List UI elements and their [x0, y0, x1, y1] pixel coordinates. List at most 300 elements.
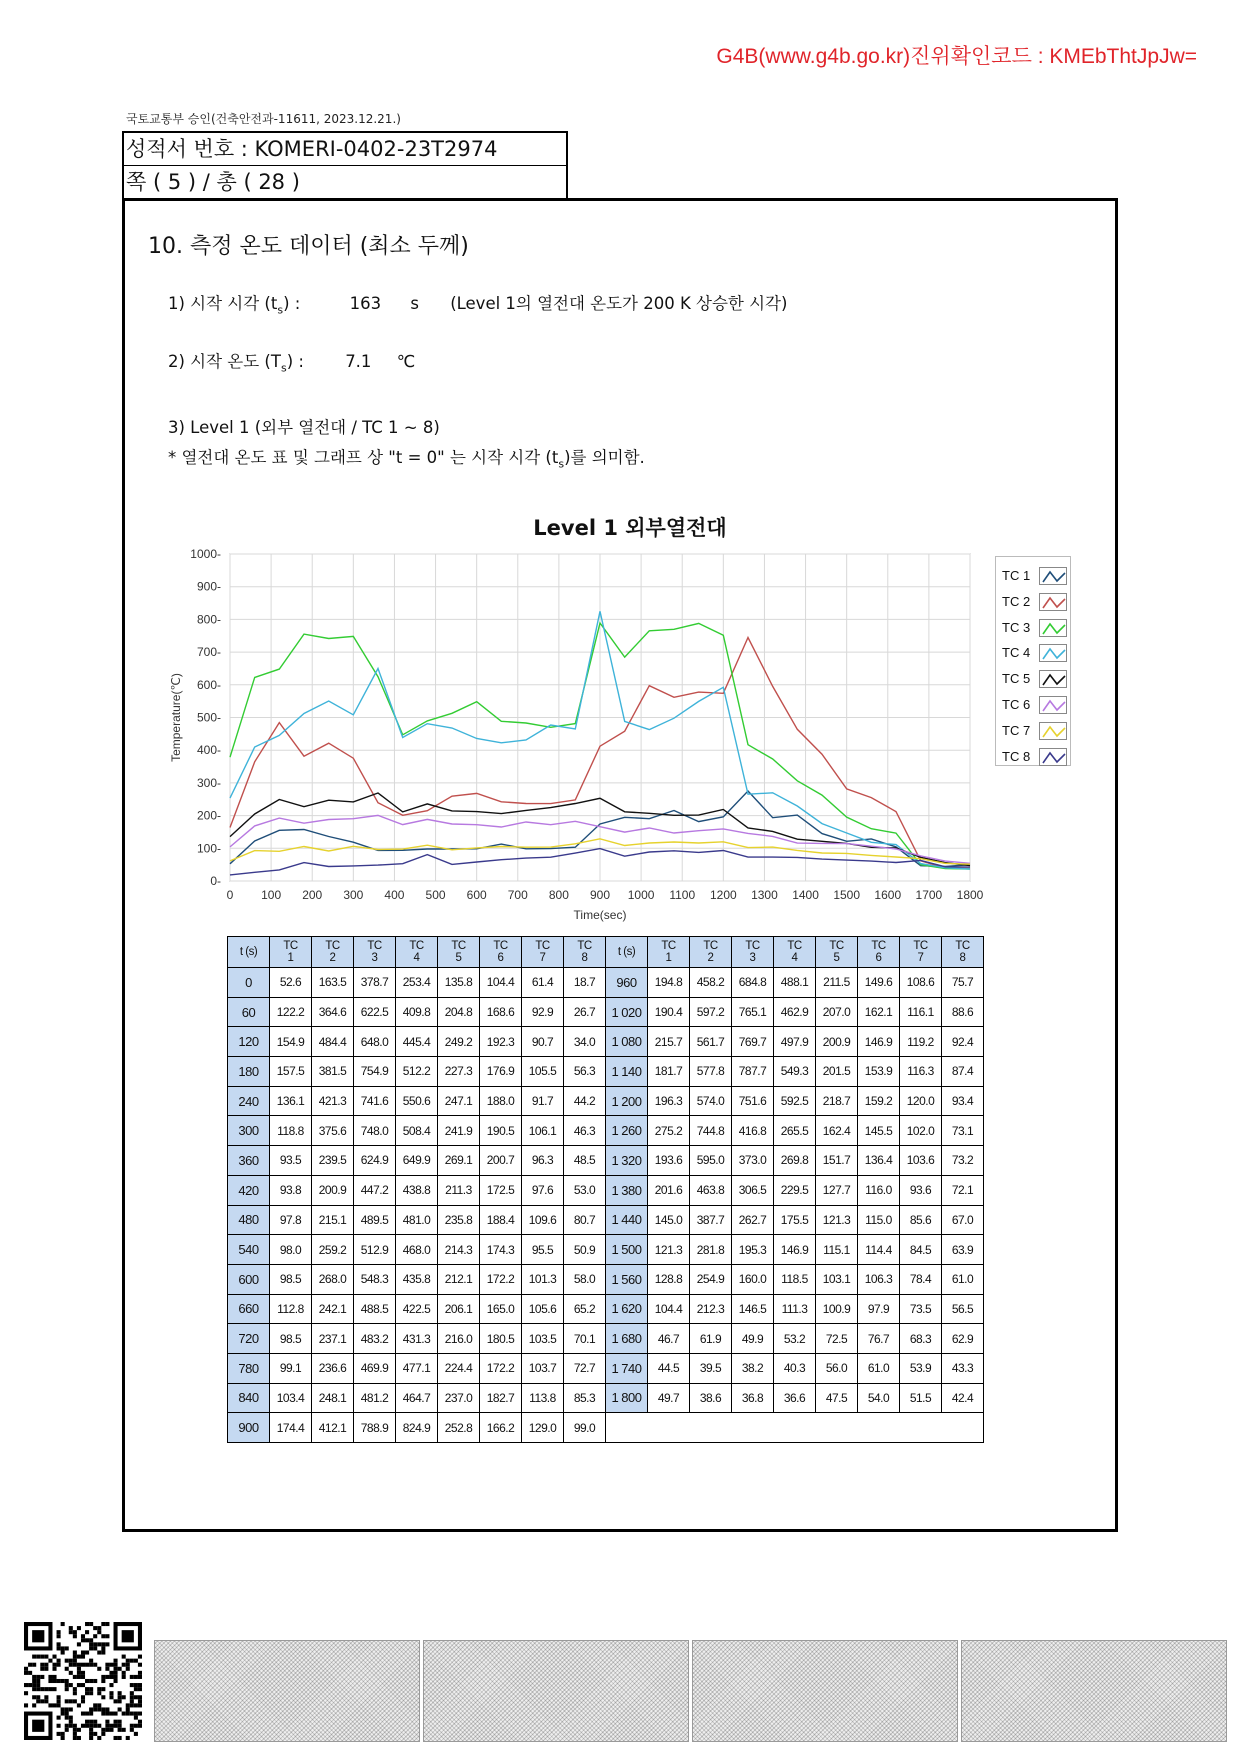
- value-cell: 215.7: [648, 1027, 690, 1057]
- table-header-cell: TC 2: [690, 937, 732, 968]
- value-cell: 787.7: [732, 1057, 774, 1087]
- qr-module: [134, 1683, 138, 1687]
- x-tick-label: 1400: [792, 888, 819, 902]
- qr-module: [122, 1728, 126, 1732]
- legend-label: TC 5: [1002, 671, 1031, 687]
- table-row: [228, 1413, 984, 1443]
- qr-module: [57, 1659, 61, 1663]
- qr-module: [138, 1675, 142, 1679]
- qr-module: [93, 1634, 97, 1638]
- qr-module: [69, 1724, 73, 1728]
- value-cell: 106.3: [858, 1264, 900, 1294]
- qr-module: [85, 1691, 89, 1695]
- qr-module: [109, 1712, 113, 1716]
- table-header-cell: t (s): [228, 937, 270, 968]
- page-indicator: 쪽 ( 5 ) / 총 ( 28 ): [126, 170, 300, 194]
- value-cell: 306.5: [732, 1175, 774, 1205]
- qr-module: [130, 1683, 134, 1687]
- time-cell: 780: [228, 1353, 270, 1383]
- value-cell: 181.7: [648, 1057, 690, 1087]
- qr-module: [81, 1675, 85, 1679]
- qr-module: [114, 1675, 118, 1679]
- qr-module: [57, 1634, 61, 1638]
- value-cell: 215.1: [312, 1205, 354, 1235]
- table-header-cell: TC 5: [438, 937, 480, 968]
- value-cell: 72.1: [942, 1175, 984, 1205]
- y-tick-label: 200-: [196, 808, 221, 823]
- value-cell: 483.2: [354, 1324, 396, 1354]
- qr-module: [118, 1695, 122, 1699]
- value-cell: 463.8: [690, 1175, 732, 1205]
- qr-module: [134, 1659, 138, 1663]
- x-tick-label: 1800: [956, 888, 984, 902]
- value-cell: 112.8: [270, 1294, 312, 1324]
- note-sub: s: [558, 457, 565, 471]
- value-cell: 252.8: [438, 1413, 480, 1443]
- value-cell: 53.9: [900, 1353, 942, 1383]
- value-cell: 98.5: [270, 1264, 312, 1294]
- value-cell: 190.4: [648, 997, 690, 1027]
- approval-note: 국토교통부 승인(건축안전과-11611, 2023.12.21.): [126, 112, 401, 126]
- value-cell: 129.0: [522, 1413, 564, 1443]
- qr-module: [69, 1659, 73, 1663]
- value-cell: 146.5: [732, 1294, 774, 1324]
- qr-module: [57, 1695, 61, 1699]
- qr-module: [101, 1634, 105, 1638]
- chart-legend: [995, 556, 1071, 766]
- x-tick-label: 1300: [751, 888, 778, 902]
- qr-module: [118, 1720, 122, 1724]
- value-cell: 253.4: [396, 968, 438, 998]
- qr-module: [138, 1683, 142, 1687]
- qr-module: [101, 1695, 105, 1699]
- value-cell: 97.6: [522, 1175, 564, 1205]
- qr-module: [118, 1724, 122, 1728]
- legend-label: TC 4: [1002, 645, 1031, 661]
- value-cell: 229.5: [774, 1175, 816, 1205]
- value-cell: 237.1: [312, 1324, 354, 1354]
- x-tick-label: 100: [261, 888, 282, 902]
- value-cell: 577.8: [690, 1057, 732, 1087]
- note-text-b: )를 의미함.: [564, 448, 645, 467]
- value-cell: 481.0: [396, 1205, 438, 1235]
- qr-module: [97, 1703, 101, 1707]
- qr-module: [73, 1699, 77, 1703]
- qr-module: [101, 1728, 105, 1732]
- qr-module: [138, 1699, 142, 1703]
- qr-module: [81, 1671, 85, 1675]
- legend-item: [1002, 591, 1070, 613]
- table-header-cell: TC 1: [648, 937, 690, 968]
- value-cell: 53.2: [774, 1324, 816, 1354]
- qr-module: [36, 1675, 40, 1679]
- time-cell: 420: [228, 1175, 270, 1205]
- value-cell: 458.2: [690, 968, 732, 998]
- value-cell: 175.5: [774, 1205, 816, 1235]
- value-cell: 481.2: [354, 1383, 396, 1413]
- table-header-cell: TC 1: [270, 937, 312, 968]
- value-cell: 36.6: [774, 1383, 816, 1413]
- qr-module: [61, 1707, 65, 1711]
- table-header-cell: TC 6: [480, 937, 522, 968]
- value-cell: 190.5: [480, 1116, 522, 1146]
- value-cell: 97.8: [270, 1205, 312, 1235]
- value-cell: 212.3: [690, 1294, 732, 1324]
- security-pattern: [423, 1640, 689, 1742]
- value-cell: 98.5: [270, 1324, 312, 1354]
- qr-module: [105, 1720, 109, 1724]
- value-cell: 188.4: [480, 1205, 522, 1235]
- qr-module: [44, 1655, 48, 1659]
- legend-swatch: [1039, 670, 1067, 688]
- start-temp-line: [168, 348, 415, 374]
- report-header: [122, 131, 568, 199]
- value-cell: 235.8: [438, 1205, 480, 1235]
- table-header-cell: TC 7: [522, 937, 564, 968]
- value-cell: 364.6: [312, 997, 354, 1027]
- qr-module: [52, 1703, 56, 1707]
- value-cell: 96.3: [522, 1146, 564, 1176]
- value-cell: 561.7: [690, 1027, 732, 1057]
- value-cell: 38.6: [690, 1383, 732, 1413]
- value-cell: 106.1: [522, 1116, 564, 1146]
- value-cell: 445.4: [396, 1027, 438, 1057]
- value-cell: 373.0: [732, 1146, 774, 1176]
- qr-module: [65, 1724, 69, 1728]
- start-time-sub: s: [277, 303, 284, 317]
- legend-item: [1002, 617, 1070, 639]
- qr-module: [52, 1667, 56, 1671]
- time-cell: 540: [228, 1235, 270, 1265]
- value-cell: 595.0: [690, 1146, 732, 1176]
- value-cell: 127.7: [816, 1175, 858, 1205]
- value-cell: 242.1: [312, 1294, 354, 1324]
- value-cell: 438.8: [396, 1175, 438, 1205]
- value-cell: 62.9: [942, 1324, 984, 1354]
- time-cell: 0: [228, 968, 270, 998]
- security-pattern: [692, 1640, 958, 1742]
- legend-swatch: [1039, 696, 1067, 714]
- value-cell: 84.5: [900, 1235, 942, 1265]
- value-cell: 247.1: [438, 1086, 480, 1116]
- qr-module: [81, 1683, 85, 1687]
- value-cell: 160.0: [732, 1264, 774, 1294]
- qr-code: [24, 1622, 142, 1740]
- value-cell: 75.7: [942, 968, 984, 998]
- value-cell: 61.0: [858, 1353, 900, 1383]
- value-cell: 18.7: [564, 968, 606, 998]
- qr-module: [134, 1712, 138, 1716]
- qr-module: [118, 1736, 122, 1740]
- value-cell: 172.2: [480, 1353, 522, 1383]
- value-cell: 36.8: [732, 1383, 774, 1413]
- value-cell: 119.2: [900, 1027, 942, 1057]
- qr-module: [85, 1712, 89, 1716]
- qr-module: [57, 1630, 61, 1634]
- qr-module: [105, 1642, 109, 1646]
- time-cell: 660: [228, 1294, 270, 1324]
- qr-module: [32, 1663, 36, 1667]
- qr-module: [36, 1655, 40, 1659]
- qr-module: [89, 1687, 93, 1691]
- qr-module: [77, 1642, 81, 1646]
- value-cell: 548.3: [354, 1264, 396, 1294]
- value-cell: 105.6: [522, 1294, 564, 1324]
- value-cell: 39.5: [690, 1353, 732, 1383]
- value-cell: 684.8: [732, 968, 774, 998]
- value-cell: 61.4: [522, 968, 564, 998]
- value-cell: 154.9: [270, 1027, 312, 1057]
- table-row: [228, 1264, 984, 1294]
- value-cell: 375.6: [312, 1116, 354, 1146]
- value-cell: 54.0: [858, 1383, 900, 1413]
- time-cell: 180: [228, 1057, 270, 1087]
- value-cell: 574.0: [690, 1086, 732, 1116]
- table-header-cell: TC 4: [774, 937, 816, 968]
- value-cell: 128.8: [648, 1264, 690, 1294]
- qr-module: [69, 1716, 73, 1720]
- value-cell: 188.0: [480, 1086, 522, 1116]
- qr-module: [77, 1703, 81, 1707]
- value-cell: 48.5: [564, 1146, 606, 1176]
- legend-label: TC 6: [1002, 697, 1031, 712]
- qr-module: [32, 1679, 36, 1683]
- qr-module: [101, 1675, 105, 1679]
- report-number: 성적서 번호 : KOMERI-0402-23T2974: [124, 133, 566, 166]
- qr-module: [52, 1679, 56, 1683]
- x-tick-label: 0: [226, 888, 234, 902]
- qr-module: [130, 1712, 134, 1716]
- table-header-cell: TC 6: [858, 937, 900, 968]
- value-cell: 103.4: [270, 1383, 312, 1413]
- qr-module: [77, 1671, 81, 1675]
- qr-module: [61, 1736, 65, 1740]
- qr-module: [126, 1712, 130, 1716]
- value-cell: 42.4: [942, 1383, 984, 1413]
- value-cell: 51.5: [900, 1383, 942, 1413]
- legend-item: [1002, 720, 1070, 742]
- legend-swatch: [1039, 619, 1067, 637]
- qr-module: [73, 1687, 77, 1691]
- time-cell: 1 140: [606, 1057, 648, 1087]
- legend-item: [1002, 668, 1070, 690]
- value-cell: 99.1: [270, 1353, 312, 1383]
- qr-module: [73, 1663, 77, 1667]
- value-cell: 163.5: [312, 968, 354, 998]
- qr-module: [69, 1683, 73, 1687]
- value-cell: 477.1: [396, 1353, 438, 1383]
- qr-module: [57, 1642, 61, 1646]
- qr-module: [89, 1622, 93, 1626]
- qr-module: [36, 1695, 40, 1699]
- time-cell: 1 800: [606, 1383, 648, 1413]
- qr-module: [77, 1655, 81, 1659]
- legend-label: TC 3: [1002, 619, 1031, 635]
- qr-module: [97, 1736, 101, 1740]
- qr-module: [57, 1663, 61, 1667]
- value-cell: 80.7: [564, 1205, 606, 1235]
- time-cell: 1 080: [606, 1027, 648, 1057]
- value-cell: 122.2: [270, 997, 312, 1027]
- value-cell: 108.6: [900, 968, 942, 998]
- value-cell: 744.8: [690, 1116, 732, 1146]
- value-cell: 387.7: [690, 1205, 732, 1235]
- value-cell: 484.4: [312, 1027, 354, 1057]
- qr-module: [97, 1691, 101, 1695]
- value-cell: 172.2: [480, 1264, 522, 1294]
- qr-module: [57, 1716, 61, 1720]
- time-cell: 1 380: [606, 1175, 648, 1205]
- value-cell: 166.2: [480, 1413, 522, 1443]
- table-header-cell: TC 8: [564, 937, 606, 968]
- value-cell: 68.3: [900, 1324, 942, 1354]
- qr-module: [93, 1663, 97, 1667]
- qr-module: [36, 1679, 40, 1683]
- qr-module: [93, 1626, 97, 1630]
- qr-module: [40, 1687, 44, 1691]
- value-cell: 56.3: [564, 1057, 606, 1087]
- qr-module: [105, 1675, 109, 1679]
- value-cell: 462.9: [774, 997, 816, 1027]
- qr-module: [89, 1646, 93, 1650]
- value-cell: 87.4: [942, 1057, 984, 1087]
- x-tick-label: 1700: [915, 888, 943, 902]
- qr-module: [130, 1699, 134, 1703]
- value-cell: 149.6: [858, 968, 900, 998]
- qr-module: [65, 1659, 69, 1663]
- qr-module: [126, 1663, 130, 1667]
- value-cell: 241.9: [438, 1116, 480, 1146]
- value-cell: 73.2: [942, 1146, 984, 1176]
- value-cell: 73.5: [900, 1294, 942, 1324]
- qr-module: [109, 1724, 113, 1728]
- qr-module: [61, 1646, 65, 1650]
- start-temp-label: 2) 시작 온도 (T: [168, 352, 281, 371]
- legend-item: [1002, 565, 1070, 587]
- value-cell: 236.6: [312, 1353, 354, 1383]
- qr-module: [93, 1707, 97, 1711]
- qr-module: [118, 1667, 122, 1671]
- value-cell: 464.7: [396, 1383, 438, 1413]
- qr-module: [138, 1695, 142, 1699]
- table-row: [228, 997, 984, 1027]
- value-cell: 73.1: [942, 1116, 984, 1146]
- table-header-cell: TC 4: [396, 937, 438, 968]
- table-header-row: [228, 937, 984, 968]
- legend-swatch: [1039, 593, 1067, 611]
- time-cell: 120: [228, 1027, 270, 1057]
- qr-module: [65, 1728, 69, 1732]
- qr-module: [101, 1732, 105, 1736]
- value-cell: 52.6: [270, 968, 312, 998]
- qr-module: [73, 1736, 77, 1740]
- value-cell: 46.7: [648, 1324, 690, 1354]
- value-cell: 34.0: [564, 1027, 606, 1057]
- qr-module: [130, 1695, 134, 1699]
- qr-module: [105, 1622, 109, 1626]
- start-time-unit: s: [410, 294, 419, 313]
- value-cell: 116.3: [900, 1057, 942, 1087]
- qr-module: [138, 1712, 142, 1716]
- qr-module: [89, 1732, 93, 1736]
- value-cell: 44.2: [564, 1086, 606, 1116]
- x-tick-label: 200: [302, 888, 323, 902]
- value-cell: 26.7: [564, 997, 606, 1027]
- y-tick-label: 900-: [196, 579, 221, 594]
- qr-module: [48, 1675, 52, 1679]
- empty-cell: [606, 1413, 984, 1443]
- legend-swatch: [1039, 748, 1067, 766]
- qr-module: [73, 1659, 77, 1663]
- value-cell: 72.7: [564, 1353, 606, 1383]
- qr-module: [85, 1679, 89, 1683]
- value-cell: 93.4: [942, 1086, 984, 1116]
- qr-module: [32, 1703, 36, 1707]
- qr-module: [73, 1728, 77, 1732]
- qr-module: [32, 1695, 36, 1699]
- value-cell: 136.4: [858, 1146, 900, 1176]
- value-cell: 431.3: [396, 1324, 438, 1354]
- value-cell: 172.5: [480, 1175, 522, 1205]
- value-cell: 741.6: [354, 1086, 396, 1116]
- table-row: [228, 1116, 984, 1146]
- qr-module: [130, 1691, 134, 1695]
- qr-module: [126, 1659, 130, 1663]
- value-cell: 212.1: [438, 1264, 480, 1294]
- qr-module: [138, 1720, 142, 1724]
- qr-module: [105, 1724, 109, 1728]
- qr-module: [97, 1630, 101, 1634]
- qr-module: [85, 1663, 89, 1667]
- qr-module: [105, 1634, 109, 1638]
- qr-module: [93, 1724, 97, 1728]
- value-cell: 512.9: [354, 1235, 396, 1265]
- qr-module: [138, 1703, 142, 1707]
- qr-module: [65, 1646, 69, 1650]
- qr-module: [122, 1671, 126, 1675]
- value-cell: 196.3: [648, 1086, 690, 1116]
- chart-title: Level 1 외부열전대: [533, 516, 727, 540]
- qr-module: [126, 1707, 130, 1711]
- qr-module: [48, 1679, 52, 1683]
- value-cell: 192.3: [480, 1027, 522, 1057]
- legend-label: TC 1: [1002, 568, 1031, 583]
- value-cell: 281.8: [690, 1235, 732, 1265]
- value-cell: 488.5: [354, 1294, 396, 1324]
- value-cell: 109.6: [522, 1205, 564, 1235]
- value-cell: 174.3: [480, 1235, 522, 1265]
- value-cell: 200.7: [480, 1146, 522, 1176]
- value-cell: 259.2: [312, 1235, 354, 1265]
- qr-module: [105, 1707, 109, 1711]
- time-cell: 1 740: [606, 1353, 648, 1383]
- x-tick-label: 1500: [833, 888, 861, 902]
- qr-module: [40, 1667, 44, 1671]
- qr-module: [101, 1650, 105, 1654]
- qr-module: [134, 1732, 138, 1736]
- value-cell: 180.5: [480, 1324, 522, 1354]
- qr-module: [81, 1650, 85, 1654]
- value-cell: 239.5: [312, 1146, 354, 1176]
- value-cell: 224.4: [438, 1353, 480, 1383]
- qr-module: [109, 1695, 113, 1699]
- x-tick-label: 400: [384, 888, 405, 902]
- value-cell: 44.5: [648, 1353, 690, 1383]
- qr-module: [118, 1728, 122, 1732]
- value-cell: 53.0: [564, 1175, 606, 1205]
- value-cell: 622.5: [354, 997, 396, 1027]
- value-cell: 104.4: [480, 968, 522, 998]
